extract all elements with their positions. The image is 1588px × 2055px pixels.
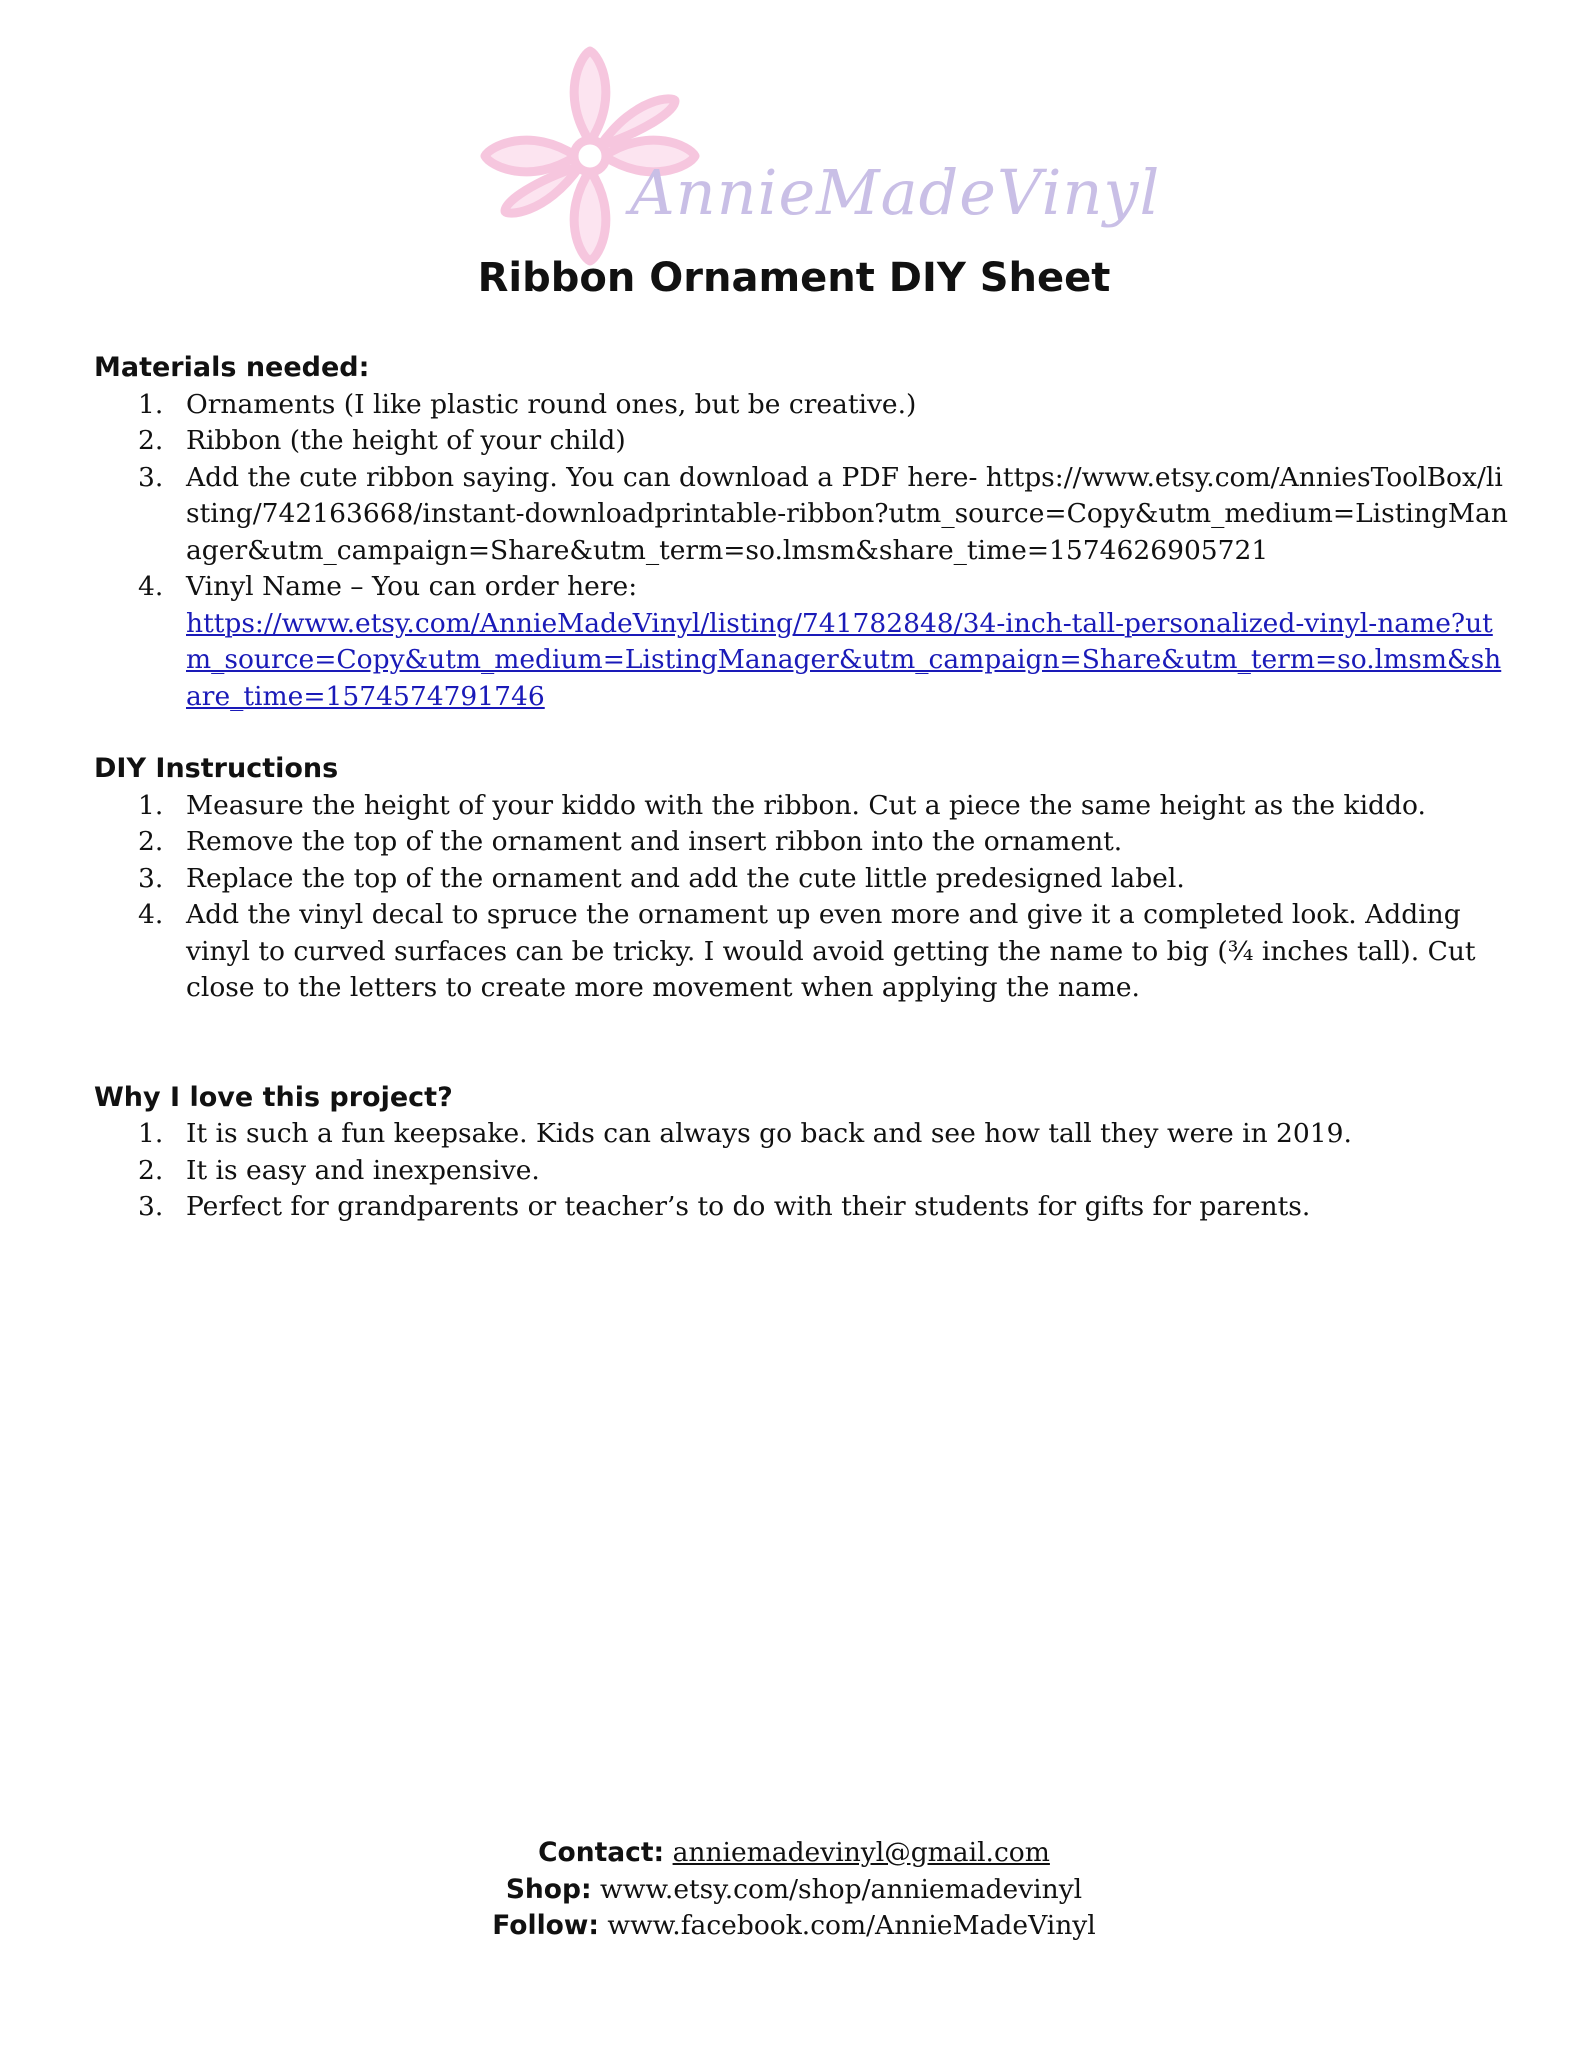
vinyl-name-link[interactable]: https://www.etsy.com/AnnieMadeVinyl/listing/741782848/34-inch-tall-personalized-vinyl-name?utm_source=Copy&utm_medium=ListingManager&utm_campaign=Share&utm_term=so.lmsm&share_time=1574574791746 <box>186 607 1502 712</box>
materials-heading: Materials needed: <box>94 352 370 383</box>
contact-email-link[interactable]: anniemadevinyl@gmail.com <box>672 1837 1050 1868</box>
contact-line <box>0 1835 1588 1872</box>
list-item: 3. Perfect for grandparents or teacher’s to do with their students for gifts for parents. <box>138 1191 1311 1222</box>
contact-label: Contact: <box>538 1837 665 1868</box>
list-item: 1. Ornaments (I like plastic round ones, but be creative.) <box>138 388 917 420</box>
instructions-list <box>94 788 1514 1007</box>
document-body <box>94 350 1514 1226</box>
follow-line <box>0 1908 1588 1945</box>
list-item: 4. Vinyl Name – You can order here: https://www.etsy.com/AnnieMadeVinyl/listing/741782848/34-inch-tall-personalized-vinyl-name?utm_source=Copy&utm_medium=ListingManager&utm_campaign=Share&utm_term=so.lmsm&share_time=1574574791746 <box>138 571 1502 712</box>
logo <box>470 38 1161 288</box>
why-heading: Why I love this project? <box>94 1081 453 1113</box>
shop-line <box>0 1872 1588 1909</box>
why-list <box>94 1116 1514 1226</box>
follow-label: Follow: <box>492 1910 599 1941</box>
list-item: 1. It is such a fun keepsake. Kids can always go back and see how tall they were in 2019. <box>138 1118 1352 1149</box>
logo-text: AnnieMadeVinyl <box>630 156 1161 229</box>
list-item: 3. Replace the top of the ornament and add the cute little predesigned label. <box>138 862 1185 894</box>
list-item: 1. Measure the height of your kiddo with the ribbon. Cut a piece the same height as the kiddo. <box>138 789 1426 821</box>
shop-url: www.etsy.com/shop/anniemadevinyl <box>600 1873 1083 1905</box>
list-item: 2. It is easy and inexpensive. <box>138 1154 540 1186</box>
footer <box>0 1835 1588 1945</box>
list-item: 2. Ribbon (the height of your child) <box>138 425 626 456</box>
materials-list <box>94 387 1514 716</box>
shop-label: Shop: <box>505 1873 592 1905</box>
list-item: 4. Add the vinyl decal to spruce the ornament up even more and give it a completed look. Adding vinyl to curved surfaces can be tricky. I would avoid getting the name to big (¾ inches tall). Cut close to the letters to create more movement when applying the name. <box>138 899 1476 1003</box>
follow-url: www.facebook.com/AnnieMadeVinyl <box>607 1910 1096 1941</box>
instructions-heading: DIY Instructions <box>94 753 339 784</box>
list-item: 2. Remove the top of the ornament and insert ribbon into the ornament. <box>138 826 1123 857</box>
list-item: 3. Add the cute ribbon saying. You can download a PDF here- https://www.etsy.com/AnniesToolBox/listing/742163668/instant-downloadprintable-ribbon?utm_source=Copy&utm_medium=ListingManager&utm_campaign=Share&utm_term=so.lmsm&share_time=1574626905721 <box>138 461 1508 566</box>
page-title: Ribbon Ornament DIY Sheet <box>477 255 1111 301</box>
